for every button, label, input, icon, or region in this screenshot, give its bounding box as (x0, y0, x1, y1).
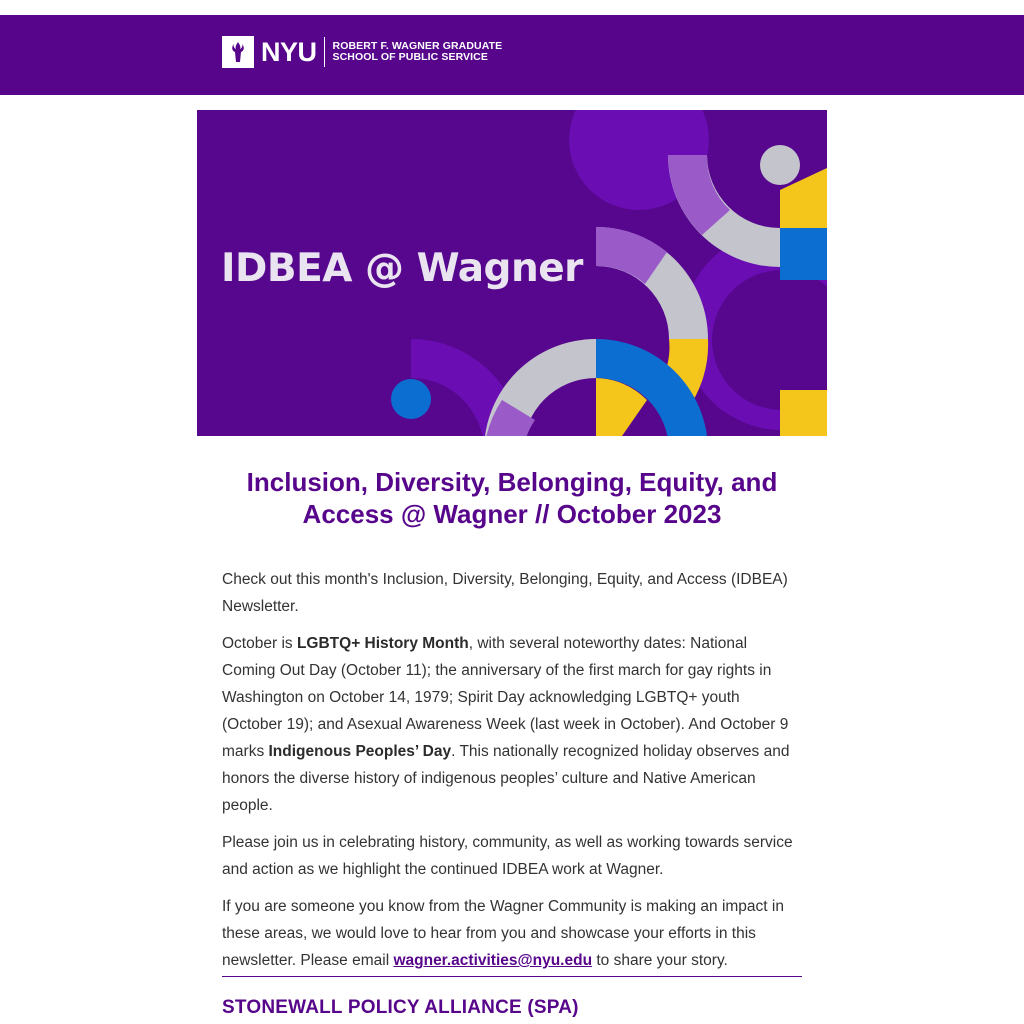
nyu-wagner-logo[interactable] (222, 36, 502, 68)
nyu-wordmark: NYU (261, 37, 317, 67)
p4-text-b: to share your story. (592, 952, 728, 969)
section-heading-spa: STONEWALL POLICY ALLIANCE (SPA) (222, 997, 579, 1018)
newsletter-body (222, 566, 802, 984)
email-header (0, 15, 1024, 95)
p4-text-a: If you are someone you know from the Wagner Community is making an impact in these areas, we would love to hear from you and showcase your efforts in this newsletter. Please email (222, 898, 784, 969)
history-month-paragraph (222, 630, 802, 819)
section-divider (222, 976, 802, 977)
top-strip (0, 0, 1024, 15)
school-name-line2: SCHOOL OF PUBLIC SERVICE (332, 51, 488, 63)
school-name (333, 41, 503, 63)
hero-title: IDBEA @ Wagner (221, 246, 583, 291)
contact-email-link[interactable]: wagner.activities@nyu.edu (393, 952, 593, 969)
logo-divider (324, 37, 325, 67)
torch-icon (222, 36, 254, 68)
p2-text-b: , with several noteworthy dates: National Coming Out Day (October 11); the anniversary of the first march for gay rights in Washington on October 14, 1979; Spirit Day acknowledging LGBTQ+ youth (October 19); and Asexual Awareness Week (last week in October). And October 9 marks (222, 635, 789, 760)
p2-text-a: October is (222, 635, 297, 652)
newsletter-title (222, 466, 802, 530)
share-story-paragraph (222, 893, 802, 974)
hero-banner (197, 110, 827, 436)
lgbtq-history-month: LGBTQ+ History Month (296, 635, 469, 652)
school-name-line1: ROBERT F. WAGNER GRADUATE (332, 40, 503, 52)
join-paragraph: Please join us in celebrating history, community, as well as working towards service and action as we highlight the continued IDBEA work at Wagner. (222, 834, 793, 878)
intro-paragraph: Check out this month's Inclusion, Diversity, Belonging, Equity, and Access (IDBEA) Newsletter. (222, 571, 788, 615)
newsletter-title-line2: Access @ Wagner // October 2023 (302, 499, 722, 529)
newsletter-title-line1: Inclusion, Diversity, Belonging, Equity, and (246, 467, 778, 497)
indigenous-peoples-day: Indigenous Peoples’ Day (268, 743, 452, 760)
p2-text-c: . This nationally recognized holiday observes and honors the diverse history of indigenous peoples’ culture and Native American people. (222, 743, 790, 814)
